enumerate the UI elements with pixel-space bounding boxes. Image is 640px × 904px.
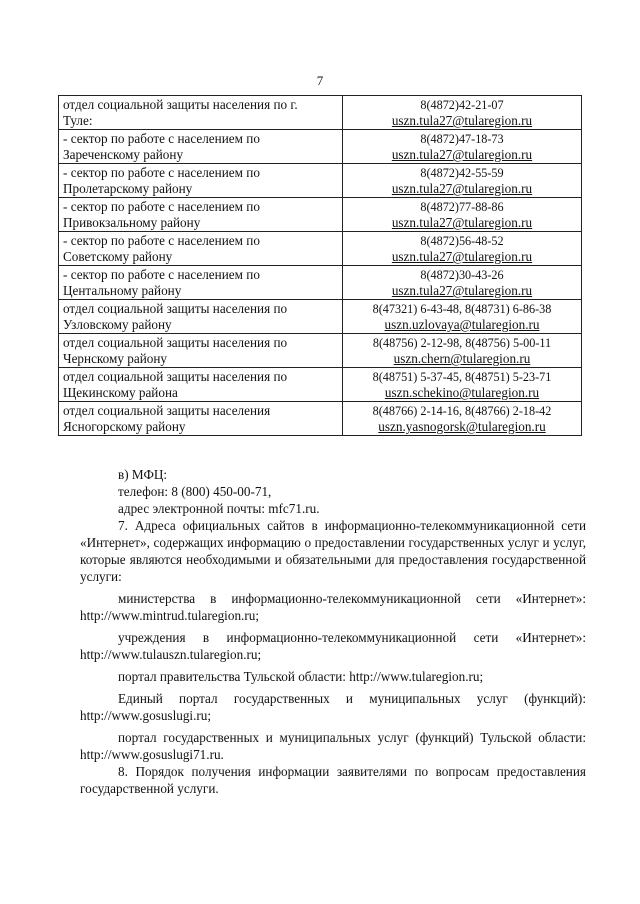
paragraph-8: 8. Порядок получения информации заявителями по вопросам предоставления государственной услуги. [80, 764, 586, 796]
department-line: Щекинскому района [63, 385, 178, 400]
mfc-heading: в) МФЦ: [118, 467, 168, 482]
table-row [59, 334, 582, 368]
paragraph-7: 7. Адреса официальных сайтов в информационно-телекоммуникационной сети «Интернет», содержащих информацию о предоставлении государственных услуг и услуг, которые являются необходимыми и обязательными для предоставления государственной услуги: [80, 518, 586, 584]
table-row [59, 300, 582, 334]
email-link[interactable]: uszn.tula27@tularegion.ru [391, 147, 533, 162]
table-row [59, 402, 582, 436]
department-cell [59, 300, 343, 334]
table-row [59, 198, 582, 232]
phone-number: 8(48766) 2-14-16, 8(48766) 2-18-42 [372, 404, 552, 418]
government-site: портал правительства Тульской области: http://www.tularegion.ru; [118, 669, 484, 684]
table-row [59, 96, 582, 130]
contact-cell [343, 164, 582, 198]
department-cell [59, 368, 343, 402]
email-link[interactable]: uszn.tula27@tularegion.ru [391, 283, 533, 298]
phone-number: 8(4872)42-21-07 [420, 98, 504, 112]
phone-number: 8(4872)77-88-86 [420, 200, 504, 214]
email-link[interactable]: uszn.tula27@tularegion.ru [391, 181, 533, 196]
department-line: Советскому району [63, 249, 173, 264]
contact-cell [343, 300, 582, 334]
department-line: Туле: [63, 113, 93, 128]
email-link[interactable]: uszn.tula27@tularegion.ru [391, 249, 533, 264]
department-line: - сектор по работе с населением по [63, 233, 260, 248]
department-line: отдел социальной защиты населения по [63, 301, 288, 316]
department-line: Узловскому району [63, 317, 172, 332]
table-row [59, 266, 582, 300]
department-cell [59, 266, 343, 300]
department-line: отдел социальной защиты населения по [63, 369, 288, 384]
department-cell [59, 164, 343, 198]
department-line: Зареченскому району [63, 147, 184, 162]
department-line: Ясногорскому району [63, 419, 186, 434]
table-row [59, 164, 582, 198]
department-cell [59, 198, 343, 232]
page-number: 7 [316, 73, 324, 88]
table-row [59, 368, 582, 402]
mfc-phone: телефон: 8 (800) 450-00-71, [118, 484, 272, 499]
department-line: отдел социальной защиты населения [63, 403, 271, 418]
contact-cell [343, 232, 582, 266]
department-cell [59, 334, 343, 368]
contacts-table [58, 95, 582, 436]
contact-cell [343, 334, 582, 368]
phone-number: 8(48751) 5-37-45, 8(48751) 5-23-71 [372, 370, 552, 384]
phone-number: 8(47321) 6-43-48, 8(48731) 6-86-38 [372, 302, 552, 316]
contact-cell [343, 402, 582, 436]
institution-site: учреждения в информационно-телекоммуникационной сети «Интернет»: http://www.tulauszn.tularegion.ru; [80, 630, 586, 662]
email-link[interactable]: uszn.uzlovaya@tularegion.ru [384, 317, 540, 332]
department-line: Пролетарскому району [63, 181, 193, 196]
table-row [59, 130, 582, 164]
contact-cell [343, 198, 582, 232]
email-link[interactable]: uszn.yasnogorsk@tularegion.ru [378, 419, 546, 434]
contacts-table-body [59, 96, 582, 436]
regional-portal-site: портал государственных и муниципальных услуг (функций) Тульской области: http://www.gosuslugi71.ru. [80, 730, 586, 762]
email-link[interactable]: uszn.tula27@tularegion.ru [391, 113, 533, 128]
department-line: - сектор по работе с населением по [63, 267, 260, 282]
department-line: - сектор по работе с населением по [63, 131, 260, 146]
email-link[interactable]: uszn.chern@tularegion.ru [393, 351, 531, 366]
department-line: Привокзальному району [63, 215, 201, 230]
department-cell [59, 402, 343, 436]
phone-number: 8(4872)42-55-59 [420, 166, 504, 180]
email-link[interactable]: uszn.tula27@tularegion.ru [391, 215, 533, 230]
department-line: Центальному району [63, 283, 182, 298]
department-line: отдел социальной защиты населения по г. [63, 97, 298, 112]
department-cell [59, 232, 343, 266]
phone-number: 8(4872)56-48-52 [420, 234, 504, 248]
department-line: - сектор по работе с населением по [63, 199, 260, 214]
department-cell [59, 96, 343, 130]
contact-cell [343, 266, 582, 300]
department-line: отдел социальной защиты населения по [63, 335, 288, 350]
body-text [80, 466, 586, 797]
contact-cell [343, 368, 582, 402]
ministry-site: министерства в информационно-телекоммуникационной сети «Интернет»: http://www.mintrud.tularegion.ru; [80, 591, 586, 623]
table-row [59, 232, 582, 266]
phone-number: 8(48756) 2-12-98, 8(48756) 5-00-11 [372, 336, 552, 350]
department-line: - сектор по работе с населением по [63, 165, 260, 180]
phone-number: 8(4872)30-43-26 [420, 268, 504, 282]
email-link[interactable]: uszn.schekino@tularegion.ru [384, 385, 540, 400]
mfc-email: адрес электронной почты: mfc71.ru. [118, 501, 320, 516]
department-cell [59, 130, 343, 164]
contact-cell [343, 130, 582, 164]
phone-number: 8(4872)47-18-73 [420, 132, 504, 146]
contact-cell [343, 96, 582, 130]
unified-portal-site: Единый портал государственных и муниципальных услуг (функций): http://www.gosuslugi.ru; [80, 691, 586, 723]
department-line: Чернскому району [63, 351, 167, 366]
